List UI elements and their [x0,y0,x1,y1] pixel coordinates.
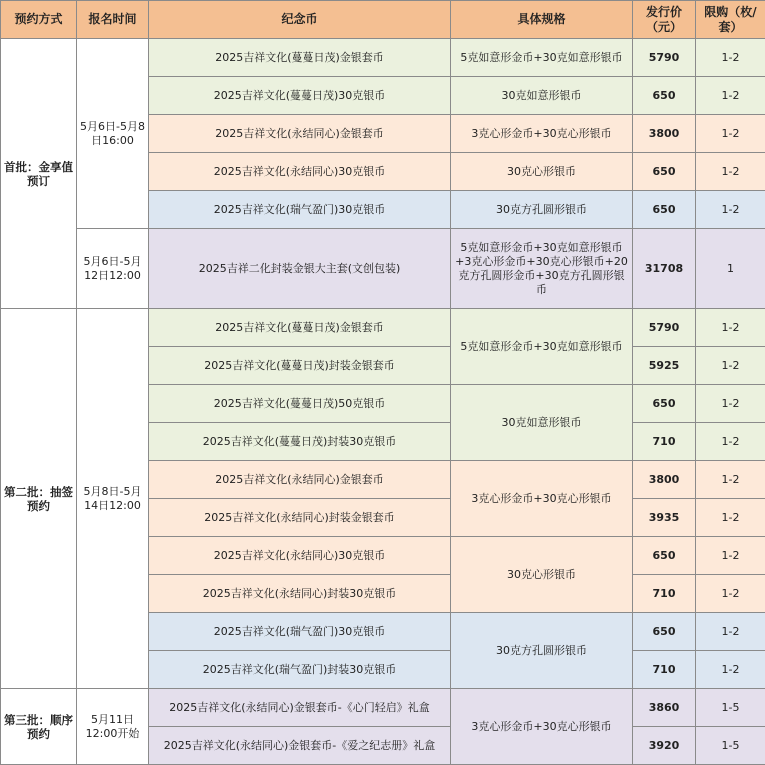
spec-cell: 3克心形金币+30克心形银币 [451,689,633,765]
coin-cell: 2025吉祥文化(永结同心)封装30克银币 [149,575,451,613]
coin-cell: 2025吉祥文化(瑞气盈门)30克银币 [149,191,451,229]
price-cell: 3935 [633,499,696,537]
limit-cell: 1-5 [696,689,765,727]
price-cell: 710 [633,575,696,613]
table-row [1,229,765,309]
price-cell: 3800 [633,461,696,499]
coin-cell: 2025吉祥文化(永结同心)金银套币-《爱之纪志册》礼盒 [149,727,451,765]
spec-cell: 30克心形银币 [451,153,633,191]
header-row [1,1,765,39]
spec-cell: 30克方孔圆形银币 [451,613,633,689]
table-row [1,39,765,77]
coin-cell: 2025吉祥文化(永结同心)金银套币-《心门轻启》礼盒 [149,689,451,727]
coin-cell: 2025吉祥文化(蔓蔓日茂)封装金银套币 [149,347,451,385]
price-cell: 5790 [633,309,696,347]
limit-cell: 1-2 [696,575,765,613]
time-cell: 5月8日-5月14日12:00 [77,309,149,689]
spec-cell: 30克如意形银币 [451,77,633,115]
spec-cell: 5克如意形金币+30克如意形银币+3克心形金币+30克心形银币+20克方孔圆形金币+30克方孔圆形银币 [451,229,633,309]
spec-cell: 30克如意形银币 [451,385,633,461]
coin-cell: 2025吉祥二化封装金银大主套(文创包装) [149,229,451,309]
price-cell: 650 [633,153,696,191]
spec-cell: 30克方孔圆形银币 [451,191,633,229]
limit-cell: 1-2 [696,613,765,651]
limit-cell: 1-2 [696,537,765,575]
coin-cell: 2025吉祥文化(永结同心)金银套币 [149,461,451,499]
price-cell: 3860 [633,689,696,727]
price-cell: 650 [633,537,696,575]
coin-cell: 2025吉祥文化(蔓蔓日茂)50克银币 [149,385,451,423]
price-cell: 650 [633,77,696,115]
limit-cell: 1-2 [696,461,765,499]
limit-cell: 1-2 [696,153,765,191]
price-cell: 710 [633,423,696,461]
spec-cell: 3克心形金币+30克心形银币 [451,461,633,537]
limit-cell: 1-5 [696,727,765,765]
spec-cell: 5克如意形金币+30克如意形银币 [451,309,633,385]
time-cell: 5月11日12:00开始 [77,689,149,765]
limit-cell: 1-2 [696,385,765,423]
coin-cell: 2025吉祥文化(瑞气盈门)封装30克银币 [149,651,451,689]
batch-2-cell: 第二批：抽签预约 [1,309,77,689]
price-cell: 3920 [633,727,696,765]
coin-cell: 2025吉祥文化(蔓蔓日茂)30克银币 [149,77,451,115]
coin-cell: 2025吉祥文化(永结同心)金银套币 [149,115,451,153]
price-cell: 650 [633,613,696,651]
coin-cell: 2025吉祥文化(永结同心)30克银币 [149,153,451,191]
coin-cell: 2025吉祥文化(瑞气盈门)30克银币 [149,613,451,651]
price-cell: 5790 [633,39,696,77]
coin-cell: 2025吉祥文化(永结同心)30克银币 [149,537,451,575]
batch-3-cell: 第三批：顺序预约 [1,689,77,765]
header-spec: 具体规格 [451,1,633,39]
table-row [1,689,765,727]
header-limit: 限购（枚/套） [696,1,765,39]
limit-cell: 1-2 [696,423,765,461]
coin-cell: 2025吉祥文化(蔓蔓日茂)金银套币 [149,309,451,347]
header-coin: 纪念币 [149,1,451,39]
time-cell: 5月6日-5月12日12:00 [77,229,149,309]
header-method: 预约方式 [1,1,77,39]
limit-cell: 1-2 [696,115,765,153]
price-cell: 710 [633,651,696,689]
table-row [1,309,765,347]
coin-cell: 2025吉祥文化(蔓蔓日茂)封装30克银币 [149,423,451,461]
time-cell: 5月6日-5月8日16:00 [77,39,149,229]
batch-1-cell: 首批：金享值预订 [1,39,77,309]
limit-cell: 1-2 [696,651,765,689]
limit-cell: 1-2 [696,191,765,229]
header-time: 报名时间 [77,1,149,39]
coin-cell: 2025吉祥文化(永结同心)封装金银套币 [149,499,451,537]
limit-cell: 1 [696,229,765,309]
spec-cell: 30克心形银币 [451,537,633,613]
spec-cell: 5克如意形金币+30克如意形银币 [451,39,633,77]
limit-cell: 1-2 [696,39,765,77]
price-cell: 650 [633,385,696,423]
price-cell: 5925 [633,347,696,385]
limit-cell: 1-2 [696,347,765,385]
coin-cell: 2025吉祥文化(蔓蔓日茂)金银套币 [149,39,451,77]
price-cell: 3800 [633,115,696,153]
spec-cell: 3克心形金币+30克心形银币 [451,115,633,153]
limit-cell: 1-2 [696,77,765,115]
price-cell: 650 [633,191,696,229]
header-price: 发行价（元） [633,1,696,39]
limit-cell: 1-2 [696,309,765,347]
limit-cell: 1-2 [696,499,765,537]
price-cell: 31708 [633,229,696,309]
